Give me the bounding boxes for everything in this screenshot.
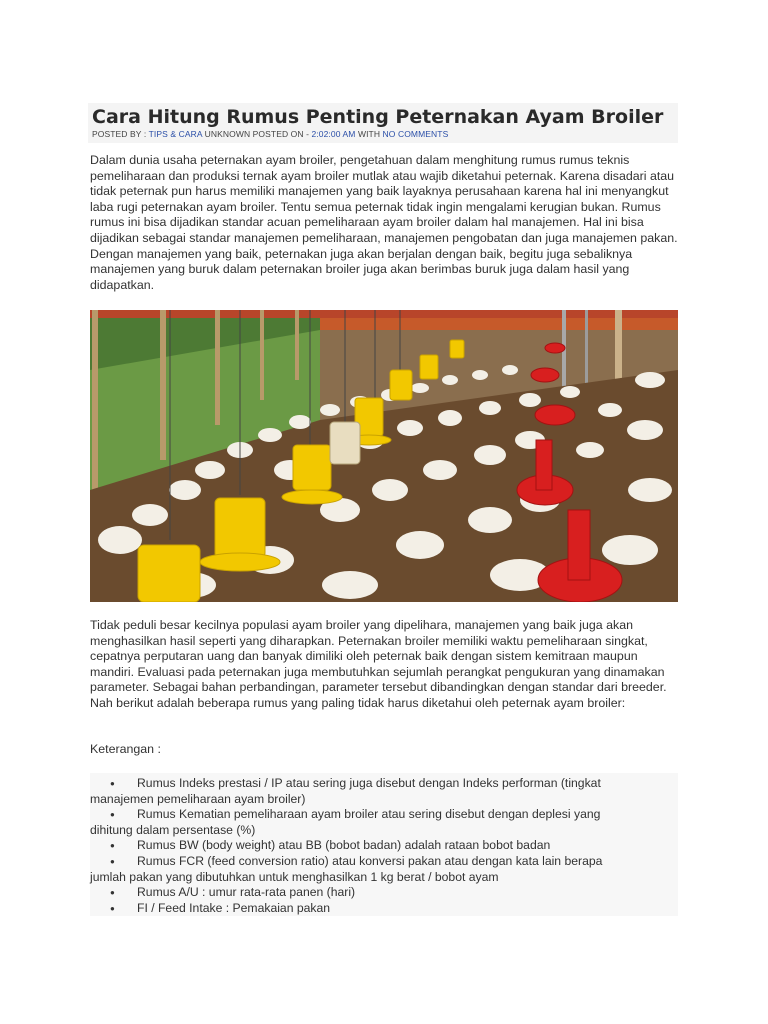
broiler-farm-illustration xyxy=(90,310,678,602)
post-time-link[interactable]: 2:02:00 AM xyxy=(311,129,356,139)
body-paragraph: Tidak peduli besar kecilnya populasi ayam broiler yang dipelihara, manajemen yang baik juga akan menghasilkan hasil seperti yang diharapkan. Peternakan broiler memiliki waktu pemeliharaan singkat, cepatnya perputaran uang dan banyak dimiliki oleh peternak baik dengan sistem kemitraan maupun mandiri. Evaluasi pada peternakan juga membutuhkan sejumlah perangkat pengukuran yang dinamakan parameter. Sebagai bahan perbandingan, parameter tersebut dibandingkan dengan standar dari breeder. Nah berikut adalah beberapa rumus yang paling tidak harus diketahui oleh peternak ayam broiler: xyxy=(90,618,667,710)
bullet-icon: ● xyxy=(110,888,115,898)
comments-link[interactable]: NO COMMENTS xyxy=(382,129,449,139)
bullet-icon: ● xyxy=(110,841,115,851)
list-item xyxy=(110,885,678,901)
list-item-text: Rumus BW (body weight) atau BB (bobot badan) adalah rataan bobot badan xyxy=(137,838,551,853)
bullet-icon: ● xyxy=(110,856,115,866)
list-item-text-cont: manajemen pemeliharaan ayam broiler) xyxy=(90,791,306,806)
post-header xyxy=(88,103,678,143)
article-title: Cara Hitung Rumus Penting Peternakan Ayam Broiler xyxy=(92,106,664,128)
list-item-text: Rumus FCR (feed conversion ratio) atau konversi pakan atau dengan kata lain berapa xyxy=(137,853,603,868)
with-label: WITH xyxy=(355,129,383,139)
formula-list xyxy=(90,773,678,916)
list-item xyxy=(110,901,678,917)
list-item xyxy=(90,807,678,838)
bullet-icon: ● xyxy=(110,779,115,788)
posted-by-label: POSTED BY : xyxy=(92,129,149,139)
author-text: UNKNOWN POSTED ON - xyxy=(202,129,312,139)
list-item-text: Rumus Indeks prestasi / IP atau sering juga disebut dengan Indeks performan (tingkat xyxy=(137,776,601,790)
list-item-text: FI / Feed Intake : Pemakaian pakan xyxy=(137,900,331,915)
keterangan-label: Keterangan : xyxy=(90,742,161,756)
list-item xyxy=(90,853,678,885)
list-item xyxy=(110,838,678,854)
bullet-icon: ● xyxy=(110,903,115,913)
post-meta xyxy=(92,129,674,140)
list-item-text-cont: dihitung dalam persentase (%) xyxy=(90,822,256,837)
bullet-icon: ● xyxy=(110,810,115,820)
list-item xyxy=(90,776,678,807)
category-link[interactable]: TIPS & CARA xyxy=(148,129,203,139)
broiler-farm-photo xyxy=(90,310,678,602)
list-item-text: Rumus Kematian pemeliharaan ayam broiler atau sering disebut dengan deplesi yang xyxy=(137,807,601,822)
intro-paragraph: Dalam dunia usaha peternakan ayam broiler, pengetahuan dalam menghitung rumus rumus teknis pemeliharaan dan produksi ternak ayam broiler mutlak atau wajib diketahui peternak. Karena disadari atau tidak peternak pun harus memiliki manajemen yang baik layaknya perusahaan karena hal ini menyangkut laba rugi peternakan ayam broiler. Tentu semua peternak tidak ingin mengalami kerugian bukan. Rumus rumus ini bisa dijadikan standar acuan pemeliharaan ayam broiler dalam hal manajemen. Hal ini bisa dijadikan sebagai standar manajemen pemeliharaan, manajemen pengobatan dan juga manajemen pakan. Dengan manajemen yang baik, peternakan juga akan berjalan dengan baik, begitu juga sebaliknya manajemen yang buruk dalam peternakan broiler juga akan berimbas buruk juga dalam hasil yang didapatkan. xyxy=(90,153,678,292)
list-item-text: Rumus A/U : umur rata-rata panen (hari) xyxy=(137,885,356,900)
list-item-text-cont: jumlah pakan yang dibutuhkan untuk menghasilkan 1 kg berat / bobot ayam xyxy=(90,869,499,884)
